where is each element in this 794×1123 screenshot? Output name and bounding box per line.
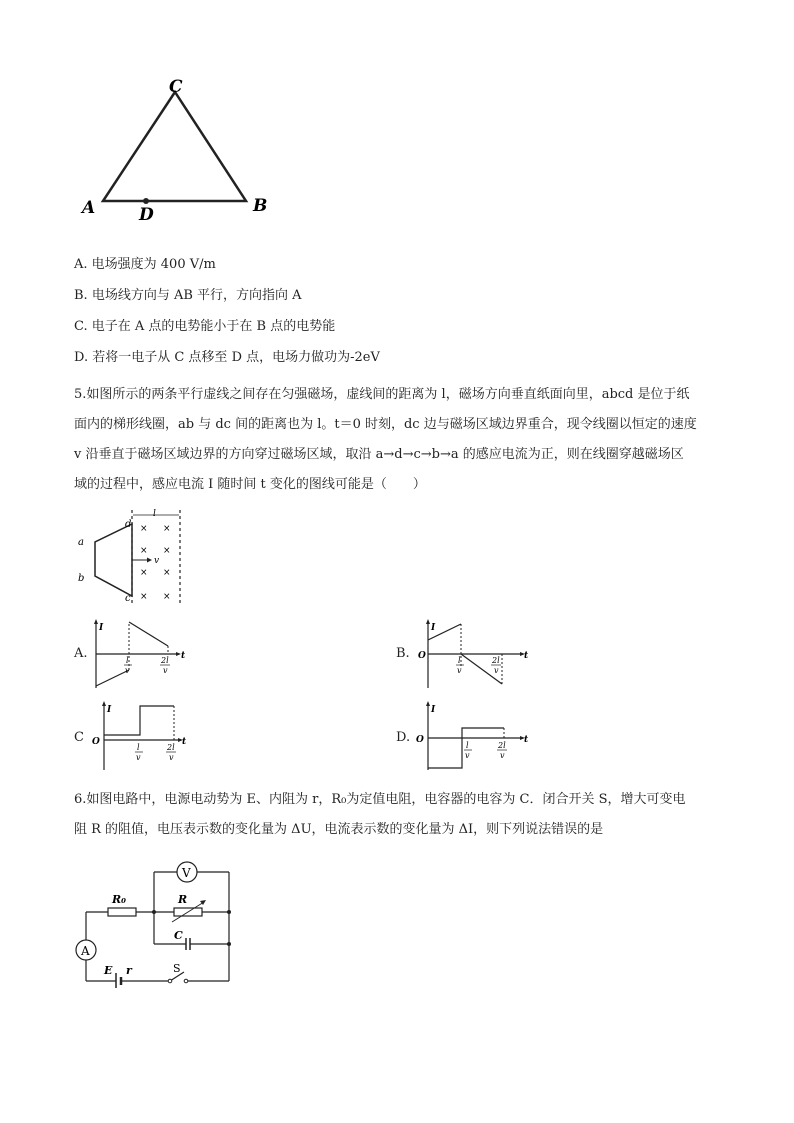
- graph-c-t1-den: v: [136, 753, 141, 762]
- graph-a-t2-den: v: [163, 666, 168, 675]
- q4-option-d: D. 若将一电子从 C 点移至 D 点，电场力做功为-2eV: [74, 350, 380, 365]
- graph-a-t1-num: l: [126, 656, 129, 665]
- graph-a-t-label: t: [181, 651, 186, 661]
- graph-b-t-label: t: [524, 651, 529, 661]
- field-cross: ×: [163, 592, 171, 602]
- graph-a-curve-2: [129, 622, 168, 646]
- coil-field-figure: [70, 508, 190, 608]
- point-d-dot: [143, 198, 149, 204]
- switch-contact: [184, 979, 188, 983]
- switch-label: S: [173, 962, 181, 975]
- q5-line-4: 域的过程中，感应电流 I 随时间 t 变化的图线可能是（ ）: [74, 477, 426, 492]
- graph-c-i-label: I: [107, 705, 112, 715]
- vertex-c-label: C: [169, 77, 183, 97]
- q6-line-2: 阻 R 的阻值，电压表示数的变化量为 ΔU，电流表示数的变化量为 ΔI，则下列说法错误的是: [74, 822, 604, 837]
- coil-a-label: a: [78, 537, 84, 548]
- graph-c-t2-den: v: [169, 753, 174, 762]
- graph-d-label: D.: [396, 730, 411, 745]
- graph-c-t-label: t: [182, 737, 187, 747]
- graph-b: [412, 618, 532, 690]
- graph-b-label: B.: [396, 646, 410, 661]
- coil-b-label: b: [78, 573, 85, 584]
- c-label: C: [174, 929, 183, 942]
- field-cross: ×: [163, 546, 171, 556]
- graph-b-t1-den: v: [457, 666, 462, 675]
- field-cross: ×: [140, 568, 148, 578]
- graph-b-y-arrow: [426, 619, 430, 624]
- velocity-label: v: [154, 556, 160, 566]
- q4-option-c: C. 电子在 A 点的电势能小于在 B 点的电势能: [74, 319, 336, 334]
- graph-c: [88, 700, 188, 772]
- graph-d-t1-den: v: [465, 751, 470, 760]
- graph-c-label: C: [74, 730, 84, 745]
- graph-a-i-label: I: [99, 623, 104, 633]
- triangle-shape: [103, 92, 246, 201]
- q5-line-1: 5.如图所示的两条平行虚线之间存在匀强磁场，虚线间的距离为 l，磁场方向垂直纸面向里，abcd 是位于纸: [74, 387, 690, 402]
- field-cross: ×: [140, 546, 148, 556]
- voltmeter-label: V: [182, 866, 191, 880]
- velocity-arrowhead: [147, 558, 152, 563]
- graph-c-curve: [104, 706, 174, 735]
- circuit-diagram: [74, 858, 244, 988]
- switch-contact: [168, 979, 172, 983]
- graph-b-t2-den: v: [494, 666, 499, 675]
- graph-d-o-label: O: [416, 735, 424, 745]
- graph-c-o-label: O: [92, 737, 100, 747]
- graph-c-y-arrow: [102, 701, 106, 706]
- field-cross: ×: [140, 524, 148, 534]
- graph-d-i-label: I: [431, 705, 436, 715]
- q5-line-3: v 沿垂直于磁场区域边界的方向穿过磁场区域，取沿 a→d→c→b→a 的感应电流为正，则在线圈穿越磁场区: [74, 447, 684, 462]
- q6-line-1: 6.如图电路中，电源电动势为 E、内阻为 r，R₀为定值电阻，电容器的电容为 C．闭合开关 S，增大可变电: [74, 792, 686, 807]
- graph-d-t-label: t: [524, 735, 529, 745]
- graph-a-t1-den: v: [125, 666, 130, 675]
- field-cross: ×: [163, 524, 171, 534]
- graph-c-t1-num: l: [137, 743, 140, 752]
- graph-b-t1-num: l: [458, 656, 461, 665]
- graph-d: [412, 700, 532, 772]
- trapezoid-coil: [95, 524, 132, 596]
- q4-option-a: A. 电场强度为 400 V/m: [74, 257, 216, 272]
- width-label: l: [153, 509, 156, 519]
- graph-c-t2-num: 2l: [167, 743, 175, 752]
- graph-d-t1-num: l: [466, 741, 469, 750]
- graph-d-t2-den: v: [500, 751, 505, 760]
- graph-b-t2-num: 2l: [492, 656, 500, 665]
- junction-node: [227, 910, 231, 914]
- graph-a-label: A.: [74, 646, 88, 661]
- field-cross: ×: [163, 568, 171, 578]
- coil-c-label: c: [125, 593, 131, 604]
- q5-question: [74, 380, 754, 500]
- triangle-figure: [70, 70, 290, 230]
- q6-question: [74, 785, 754, 845]
- vertex-b-label: B: [253, 196, 268, 216]
- junction-node: [227, 942, 231, 946]
- coil-d-label: d: [125, 519, 132, 530]
- r0-label: R₀: [112, 893, 126, 906]
- graph-a-t2-num: 2l: [161, 656, 169, 665]
- q5-line-2: 面内的梯形线圈，ab 与 dc 间的距离也为 l。t＝0 时刻，dc 边与磁场区域边界重合，现令线圈以恒定的速度: [74, 417, 697, 432]
- graph-a: [88, 618, 188, 690]
- resistor-r0: [108, 908, 136, 916]
- field-cross: ×: [140, 592, 148, 602]
- graph-a-y-arrow: [94, 619, 98, 624]
- r-label: R: [178, 893, 188, 906]
- graph-b-i-label: I: [431, 623, 436, 633]
- internal-r-label: r: [126, 964, 132, 977]
- graph-b-o-label: O: [418, 651, 426, 661]
- graph-d-t2-num: 2l: [498, 741, 506, 750]
- ammeter-label: A: [81, 944, 90, 958]
- point-d-label: D: [139, 205, 154, 225]
- q4-option-b: B. 电场线方向与 AB 平行，方向指向 A: [74, 288, 302, 303]
- vertex-a-label: A: [82, 198, 96, 218]
- emf-label: E: [104, 964, 113, 977]
- graph-d-y-arrow: [426, 701, 430, 706]
